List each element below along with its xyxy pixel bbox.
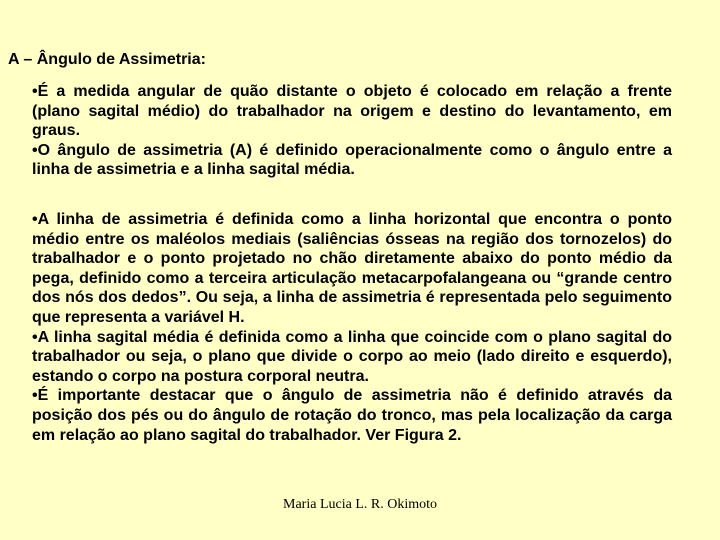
bullet-sagittal-line: •A linha sagital média é definida como a linha que coincide com o plano sagital do trabalhador ou seja, o plano que divide o corpo ao meio (lado direito e esquerdo), estando o corpo na postura corporal neutra. <box>32 328 672 385</box>
author-footer: Maria Lucia L. R. Okimoto <box>283 497 437 512</box>
text-block-definition <box>32 82 672 180</box>
slide-title: A – Ângulo de Assimetria: <box>8 51 206 68</box>
bullet-operational-definition: •O ângulo de assimetria (A) é definido operacionalmente como o ângulo entre a linha de assimetria e a linha sagital média. <box>32 141 672 179</box>
text-block-lines <box>32 210 672 445</box>
bullet-asymmetry-line: •A linha de assimetria é definida como a linha horizontal que encontra o ponto médio entre os maléolos mediais (saliências ósseas na região dos tornozelos) do trabalhador e o ponto projetado no chão diretamente abaixo do ponto médio da pega, definido como a terceira articulação metacarpofalangeana ou “grande centro dos nós dos dedos”. Ou seja, a linha de assimetria é representada pelo seguimento que representa a variável H. <box>32 211 672 326</box>
bullet-important-note: •É importante destacar que o ângulo de assimetria não é definido através da posição dos pés ou do ângulo de rotação do tronco, mas pela localização da carga em relação ao plano sagital do trabalhador. Ver Figura 2. <box>32 387 672 444</box>
bullet-definition: •É a medida angular de quão distante o objeto é colocado em relação a frente (plano sagital médio) do trabalhador na origem e destino do levantamento, em graus. <box>32 83 672 140</box>
